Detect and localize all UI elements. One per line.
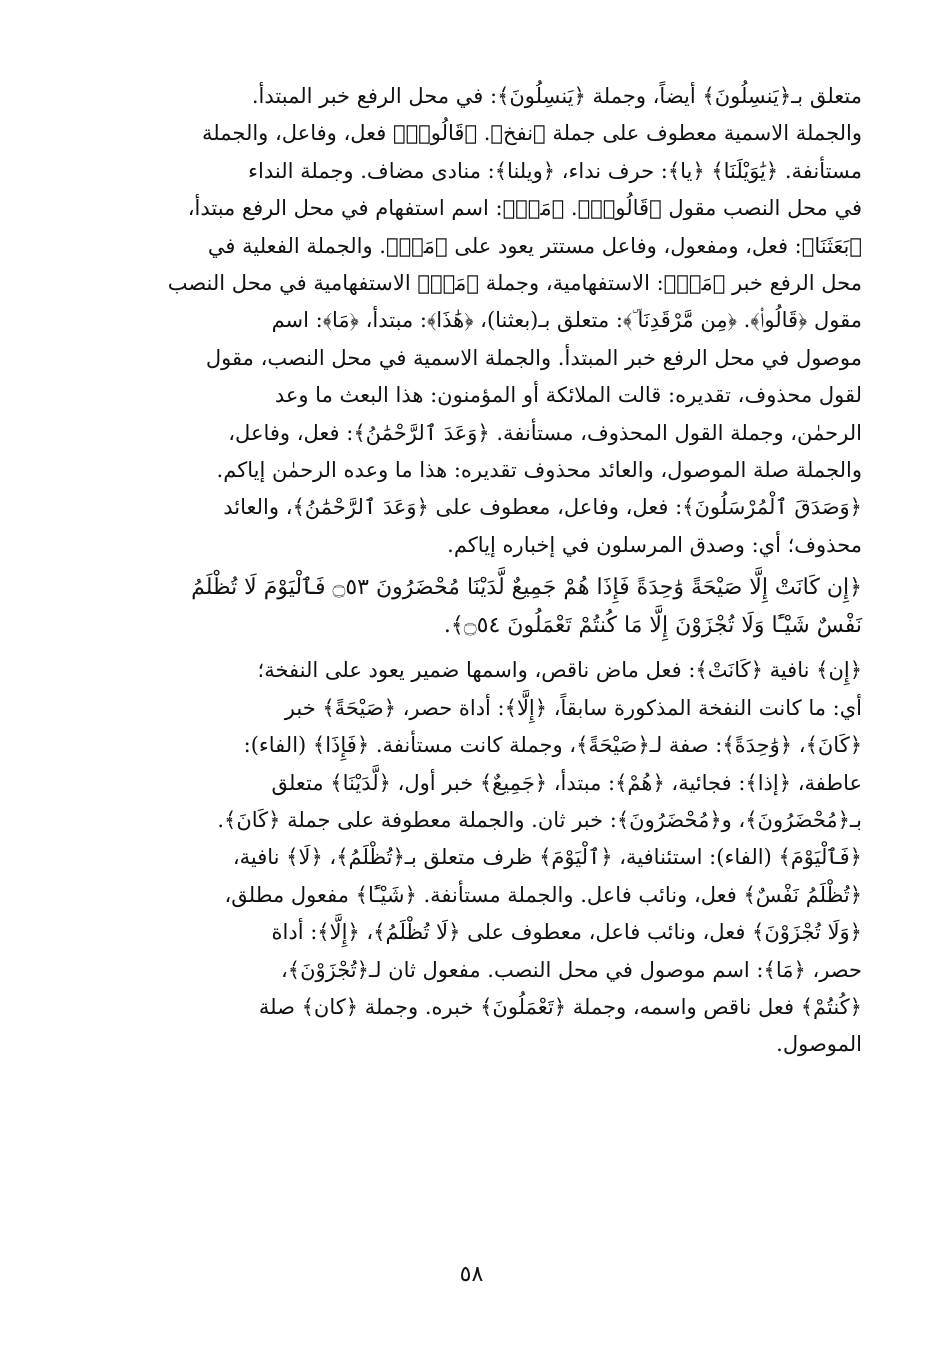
text-line: ﴿كُنتُمْ﴾ فعل ناقص واسمه، وجملة ﴿تَعْمَلُونَ﴾ خبره. وجملة ﴿كان﴾ صلة (258, 994, 862, 1019)
text-line: عاطفة، ﴿إذا﴾: فجائية، ﴿هُمْ﴾: مبتدأ، ﴿جَمِيعٌ﴾ خبر أول، ﴿لَّدَيْنَا﴾ متعلق (271, 770, 862, 795)
page-number: ٥٨ (459, 1262, 484, 1287)
quran-verse (92, 569, 862, 645)
commentary-paragraph-1 (92, 78, 862, 564)
text-line: الرحمٰن، وجملة القول المحذوف، مستأنفة. ﴿وَعَدَ ٱلرَّحْمَٰنُ﴾: فعل، وفاعل، (228, 420, 862, 445)
text-line: والجملة الاسمية معطوف على جملة ﴿نفخ﴾. ﴿قَالُوا۟﴾ فعل، وفاعل، والجملة (202, 121, 862, 146)
commentary-paragraph-2 (92, 652, 862, 1063)
text-line: ﴿إِن﴾ نافية ﴿كَانَتْ﴾: فعل ماض ناقص، واسمها ضمير يعود على النفخة؛ (257, 658, 862, 683)
text-line: موصول في محل الرفع خبر المبتدأ. والجملة الاسمية في محل النصب، مقول (205, 345, 862, 370)
text-line: متعلق بـ﴿يَنسِلُونَ﴾ أيضاً، وجملة ﴿يَنسِلُونَ﴾: في محل الرفع خبر المبتدأ. (251, 84, 862, 108)
text-line: أي: ما كانت النفخة المذكورة سابقاً، ﴿إِلَّا﴾: أداة حصر، ﴿صَيْحَةً﴾ خبر (284, 695, 862, 720)
text-line: مقول ﴿قَالُوا۟﴾. ﴿مِن مَّرْقَدِنَا ۜ﴾: متعلق بـ(بعثنا)، ﴿هَٰذَا﴾: مبتدأ، ﴿مَا﴾: اسم (271, 308, 862, 333)
text-line: محذوف؛ أي: وصدق المرسلون في إخباره إياكم. (447, 532, 862, 557)
text-line: لقول محذوف، تقديره: قالت الملائكة أو المؤمنون: هذا البعث ما وعد (274, 383, 862, 408)
text-line: والجملة صلة الموصول، والعائد محذوف تقديره: هذا ما وعده الرحمٰن إياكم. (216, 458, 862, 483)
text-line: ﴿بَعَثَنَا﴾: فعل، ومفعول، وفاعل مستتر يعود على ﴿مَنۢ﴾. والجملة الفعلية في (207, 233, 862, 258)
text-line: ﴿كَانَ﴾، ﴿وَٰحِدَةً﴾: صفة لـ﴿صَيْحَةً﴾، وجملة كانت مستأنفة. ﴿فَإِذَا﴾ (الفاء): (243, 733, 862, 758)
text-line: ﴿وَصَدَقَ ٱلْمُرْسَلُونَ﴾: فعل، وفاعل، معطوف على ﴿وَعَدَ ٱلرَّحْمَٰنُ﴾، والعائد (223, 495, 862, 520)
text-line: محل الرفع خبر ﴿مَنۢ﴾: الاستفهامية، وجملة ﴿مَنۢ﴾ الاستفهامية في محل النصب (167, 271, 862, 296)
text-line: ﴿وَلَا تُجْزَوْنَ﴾ فعل، ونائب فاعل، معطوف على ﴿لَا تُظْلَمُ﴾، ﴿إِلَّا﴾: أداة (271, 920, 862, 945)
text-line: حصر، ﴿مَا﴾: اسم موصول في محل النصب. مفعول ثان لـ﴿تُجْزَوْنَ﴾، (281, 957, 862, 982)
verse-line: ﴿إِن كَانَتْ إِلَّا صَيْحَةً وَٰحِدَةً فَإِذَا هُمْ جَمِيعٌ لَّدَيْنَا مُحْضَرُونَ ۝٥٣ فَٱلْيَوْمَ لَا تُظْلَمُ (191, 575, 862, 601)
text-line: بـ﴿مُحْضَرُونَ﴾، و﴿مُحْضَرُونَ﴾: خبر ثان. والجملة معطوفة على جملة ﴿كَانَ﴾. (217, 807, 862, 832)
text-line: مستأنفة. ﴿يَٰوَيْلَنَا﴾ ﴿يا﴾: حرف نداء، ﴿ويلنا﴾: منادى مضاف. وجملة النداء (248, 158, 862, 183)
page-content (92, 78, 862, 1064)
text-line: في محل النصب مقول ﴿قَالُوا۟﴾. ﴿مَنۢ﴾: اسم استفهام في محل الرفع مبتدأ، (187, 196, 862, 221)
text-line: الموصول. (776, 1032, 862, 1057)
verse-line: نَفْسٌ شَيْـًٔا وَلَا تُجْزَوْنَ إِلَّا مَا كُنتُمْ تَعْمَلُونَ ۝٥٤﴾. (443, 613, 862, 639)
text-line: ﴿تُظْلَمُ نَفْسٌ﴾ فعل، ونائب فاعل. والجملة مستأنفة. ﴿شَيْـًٔا﴾ مفعول مطلق، (224, 882, 862, 907)
text-line: ﴿فَٱلْيَوْمَ﴾ (الفاء): استئنافية، ﴿ٱلْيَوْمَ﴾ ظرف متعلق بـ﴿تُظْلَمُ﴾، ﴿لَا﴾ نافية، (232, 845, 862, 870)
